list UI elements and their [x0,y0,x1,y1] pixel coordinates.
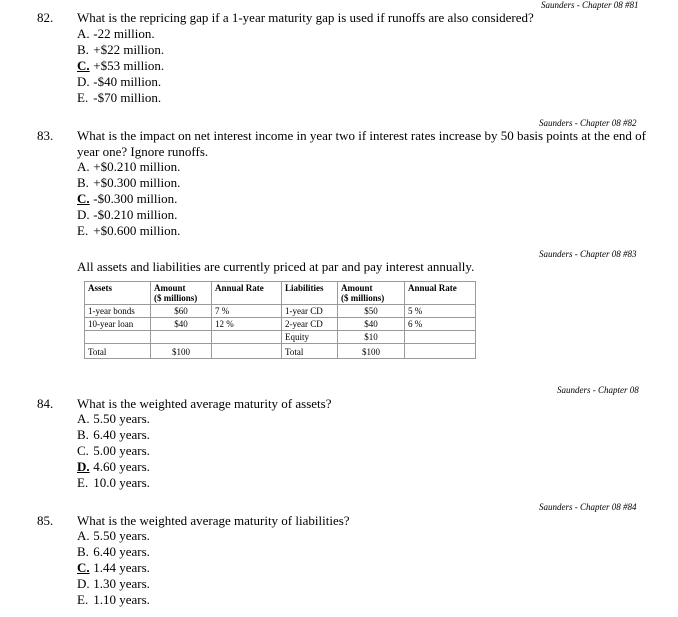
question-text: What is the impact on net interest income in year two if interest rates increase by 50 basis points at the end of year one? Ignore runoffs. [77,128,646,159]
table-cell: Total [85,344,151,359]
question-text: What is the repricing gap if a 1-year maturity gap is used if runoffs are also considered? [77,10,534,25]
table-cell: 1-year CD [282,305,338,318]
option-e: E. -$70 million. [77,90,162,105]
table-cell [405,331,476,344]
table-cell [405,344,476,359]
table-row [85,331,476,344]
intro-source: Saunders - Chapter 08 #83 [539,249,637,259]
intro-text: All assets and liabilities are currently priced at par and pay interest annually. [77,259,475,274]
options-list [77,159,180,239]
table-cell: 1-year bonds [85,305,151,318]
option-c-correct: C. +$53 million. [77,58,165,73]
option-a: A. -22 million. [77,26,155,41]
header-rate: Annual Rate [405,282,476,305]
table-row [85,305,476,318]
option-a: A. 5.50 years. [77,411,150,426]
table-cell [212,331,282,344]
table-cell: 5 % [405,305,476,318]
table-cell: $10 [338,331,405,344]
question-number: 82. [37,10,54,25]
table-cell: $60 [151,305,212,318]
table-cell [151,331,212,344]
option-d-correct: D. 4.60 years. [77,459,150,474]
option-b: B. 6.40 years. [77,427,150,442]
table-cell: Equity [282,331,338,344]
option-b: B. 6.40 years. [77,544,150,559]
question-source: Saunders - Chapter 08 #84 [539,502,637,512]
options-list [77,528,150,608]
header-assets: Assets [85,282,151,305]
table-cell: $50 [338,305,405,318]
table-cell: $100 [338,344,405,359]
option-e: E. 1.10 years. [77,592,150,607]
header-liabilities: Liabilities [282,282,338,305]
table-cell: $100 [151,344,212,359]
options-list [77,411,150,491]
question-number: 85. [37,513,54,528]
options-list [77,26,164,106]
question-source: Saunders - Chapter 08 #82 [539,118,637,128]
option-c-correct: C. -$0.300 million. [77,191,178,206]
table-cell: Total [282,344,338,359]
option-e: E. 10.0 years. [77,475,150,490]
option-e: E. +$0.600 million. [77,223,181,238]
question-source: Saunders - Chapter 08 [557,385,639,395]
question-text: What is the weighted average maturity of liabilities? [77,513,350,528]
table-cell: 10-year loan [85,318,151,331]
question-text: What is the weighted average maturity of assets? [77,396,332,411]
header-amount: Amount ($ millions) [151,282,212,305]
table-header-row [85,282,476,305]
question-source: Saunders - Chapter 08 #81 [541,0,639,10]
table-total-row [85,344,476,359]
table-cell: 6 % [405,318,476,331]
option-a: A. +$0.210 million. [77,159,181,174]
option-c: C. 5.00 years. [77,443,150,458]
header-rate: Annual Rate [212,282,282,305]
header-amount: Amount ($ millions) [338,282,405,305]
table-cell [212,344,282,359]
option-c-correct: C. 1.44 years. [77,560,150,575]
question-number: 83. [37,128,54,143]
option-d: D. 1.30 years. [77,576,150,591]
option-a: A. 5.50 years. [77,528,150,543]
table-cell: 12 % [212,318,282,331]
table-cell: 7 % [212,305,282,318]
option-d: D. -$40 million. [77,74,162,89]
table-cell: $40 [151,318,212,331]
option-b: B. +$22 million. [77,42,165,57]
table-row [85,318,476,331]
table-cell: 2-year CD [282,318,338,331]
balance-sheet-table [84,281,476,359]
question-number: 84. [37,396,54,411]
table-cell: $40 [338,318,405,331]
table-cell [85,331,151,344]
option-b: B. +$0.300 million. [77,175,181,190]
option-d: D. -$0.210 million. [77,207,178,222]
